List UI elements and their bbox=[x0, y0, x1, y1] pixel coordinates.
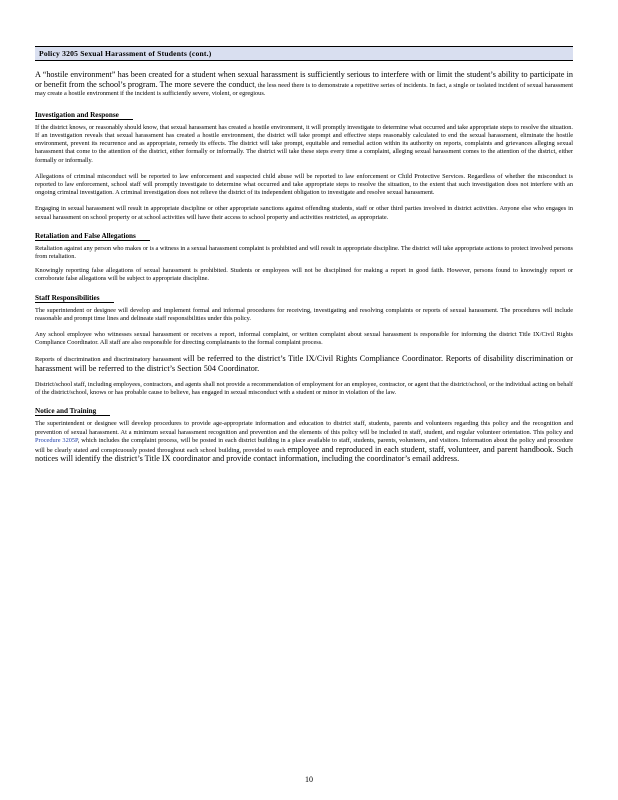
investigation-paragraph-2: Allegations of criminal misconduct will be reported to law enforcement and suspected child abuse will be reported to law enforcement or Child Protective Services. Regardless of whether the misconduct is reported to law enforcement, school staff will promptly investigate to determine what occurred and take appropriate steps to resolve the situation, to the extent that such investigation does not interfere with an ongoing criminal investigation. A criminal investigation does not relieve the district of its independent obligation to investigate and resolve sexual harassment. bbox=[35, 172, 573, 197]
retaliation-heading: Retaliation and False Allegations bbox=[35, 232, 573, 241]
retaliation-paragraph-2: Knowingly reporting false allegations of sexual harassment is prohibited. Students or employees will not be disciplined for making a report in good faith. However, persons found to knowingly report or corroborate false allegations will be subject to appropriate discipline. bbox=[35, 267, 573, 283]
procedure-3205p-link[interactable]: Procedure 3205P bbox=[35, 437, 78, 445]
notice-heading: Notice and Training bbox=[35, 407, 573, 416]
staff-paragraph-3: Reports of discrimination and discriminatory harassment will be referred to the district’s Title IX/Civil Rights Compliance Coordinator. Reports of disability discrimination or harassment will be referred to the district’s Section 504 Coordinator. bbox=[35, 354, 573, 374]
investigation-paragraph-1: If the district knows, or reasonably should know, that sexual harassment has created a hostile environment, it will promptly investigate to determine what occurred and take appropriate steps to resolve the situation. If an investigation reveals that sexual harassment has created a hostile environment, the district will take prompt and effective steps reasonably calculated to end the sexual harassment, eliminate the hostile environment, prevent its recurrence and as appropriate, remedy its effects. The district will take prompt, equitable and remedial action within its authority on reports, complaints and grievances alleging sexual harassment that come to the attention of the district, either formally or informally. The district will take these steps every time a complaint, alleging sexual harassment comes to the attention of the district, either formally or informally. bbox=[35, 123, 573, 164]
investigation-paragraph-3: Engaging in sexual harassment will result in appropriate discipline or other appropriate sanctions against offending students, staff or other third parties involved in district activities. Anyone else who engages in sexual harassment on school property or at school activities will have their access to school property and activities restricted, as appropriate. bbox=[35, 205, 573, 221]
staff-heading: Staff Responsibilities bbox=[35, 294, 573, 303]
staff-paragraph-1: The superintendent or designee will develop and implement formal and informal procedures for receiving, investigating and resolving complaints or reports of sexual harassment. The procedures will include reasonable and prompt time lines and delineate staff responsibilities under this policy. bbox=[35, 306, 573, 322]
staff-paragraph-2: Any school employee who witnesses sexual harassment or receives a report, informal complaint, or written complaint about sexual harassment is responsible for informing the district Title IX/Civil Rights Compliance Coordinator. All staff are also responsible for directing complainants to the formal complaint process. bbox=[35, 331, 573, 347]
intro-paragraph: A “hostile environment” has been created for a student when sexual harassment is sufficiently serious to interfere with or limit the student’s ability to participate in or benefit from the school’s program. The more severe the conduct, the less need there is to demonstrate a repetitive series of incidents. In fact, a single or isolated incident of sexual harassment may create a hostile environment if the incident is sufficiently severe, violent, or egregious. bbox=[35, 70, 574, 98]
retaliation-paragraph-1: Retaliation against any person who makes or is a witness in a sexual harassment complaint is prohibited and will result in appropriate discipline. The district will take appropriate actions to protect involved persons from retaliation. bbox=[35, 244, 573, 261]
staff-paragraph-4: District/school staff, including employees, contractors, and agents shall not provide a recommendation of employment for an employee, contractor, or agent that the district/school, or the individual acting on behalf of the district/school, knows or has probable cause to believe, has engaged in sexual misconduct with a student or minor in violation of the law. bbox=[35, 380, 573, 396]
page-number: 10 bbox=[305, 775, 313, 784]
notice-paragraph: The superintendent or designee will develop procedures to provide age-appropriate information and education to district staff, students, parents and volunteers regarding this policy and the recognition and prevention of sexual harassment. At a minimum sexual harassment recognition and prevention and the elements of this policy will be included in staff, student, and regular volunteer orientation. This policy and Procedure 3205P, which includes the complaint process, will be posted in each district building in a place available to staff, students, parents, volunteers, and visitors. Information about the policy and procedure will be clearly stated and conspicuously posted throughout each school building, provided to each employee and reproduced in each student, staff, volunteer, and parent handbook. Such notices will identify the district’s Title IX coordinator and provide contact information, including the coordinator’s email address. bbox=[35, 420, 574, 464]
investigation-heading: Investigation and Response bbox=[35, 111, 573, 120]
policy-header: Policy 3205 Sexual Harassment of Students (cont.) bbox=[35, 46, 573, 61]
document-page bbox=[35, 46, 573, 465]
